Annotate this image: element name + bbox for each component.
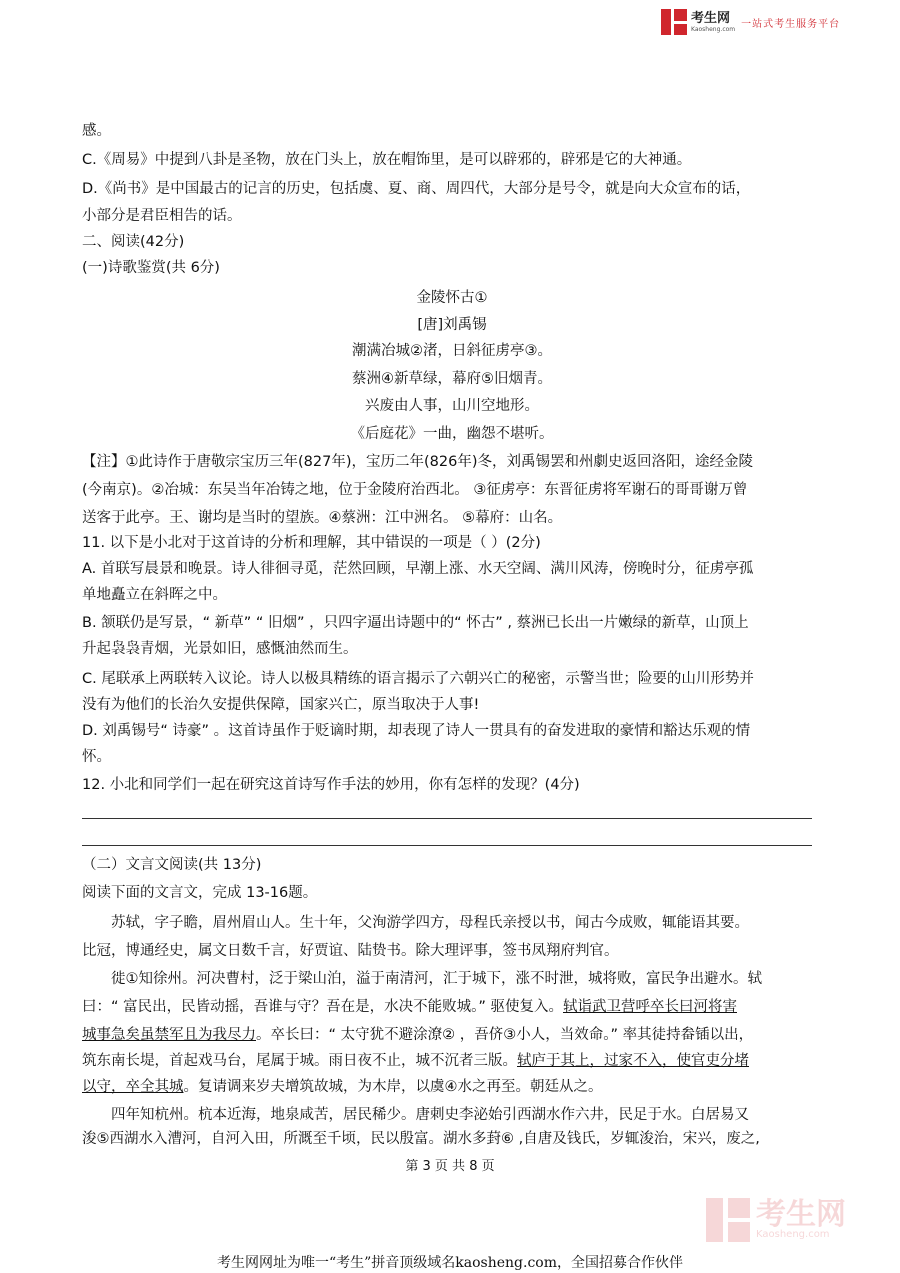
passage-text: 。复请调来岁夫增筑故城，为木岸，以虞④水之再至。朝廷从之。 — [183, 1079, 603, 1095]
section-heading-reading: 二、阅读(42分) — [82, 234, 185, 250]
q11-option-a-cont: 单地矗立在斜晖之中。 — [82, 587, 227, 603]
passage-line: 比冠，博通经史，属文日数千言，好贾谊、陆贽书。除大理评事，签书凤翔府判官。 — [82, 943, 619, 959]
passage-text: 筑东南长堤，首起戏马台，尾属于城。雨日夜不止，城不沉者三版。 — [82, 1053, 517, 1069]
poem-line: 潮满冶城②渚，日斜征虏亭③。 — [352, 343, 552, 359]
passage-line — [82, 1076, 603, 1098]
q11-option-d: D. 刘禹锡号“ 诗豪” 。这首诗虽作于贬谪时期，却表现了诗人一贯具有的奋发进取的豪情和豁达乐观的情 — [82, 723, 751, 739]
logo-slogan: 一站式考生服务平台 — [741, 18, 841, 30]
poem-line: 兴废由人事，山川空地形。 — [365, 398, 539, 414]
passage-line — [82, 1024, 753, 1046]
q11-option-c-cont: 没有为他们的长治久安提供保障，国家兴亡，原当取决于人事! — [82, 697, 480, 713]
underlined-sentence: 轼诣武卫营呼卒长曰河将害 — [563, 999, 737, 1015]
question-12: 12. 小北和同学们一起在研究这首诗写作手法的妙用，你有怎样的发现？(4分) — [82, 777, 580, 793]
passage-line — [82, 1050, 749, 1072]
underlined-sentence: 以守，卒全其城 — [82, 1079, 184, 1095]
option-d-prev: D.《尚书》是中国最古的记言的历史，包括虞、夏、商、周四代，大部分是号令，就是向大众宣布的话， — [82, 181, 751, 197]
question-11: 11. 以下是小北对于这首诗的分析和理解，其中错误的一项是（ ）(2分) — [82, 535, 541, 551]
page-number: 第 3 页 共 8 页 — [405, 1159, 495, 1174]
passage-paragraph: 徙①知徐州。河决曹村，泛于梁山泊，溢于南清河，汇于城下，涨不时泄，城将败，富民争出避水。轼 — [111, 971, 762, 987]
passage-line: 浚⑤西湖水入漕河，自河入田，所溉至千顷，民以殷富。湖水多葑⑥ ,自唐及钱氏，岁辄浚治，宋兴，废之, — [82, 1131, 760, 1147]
poem-line: 蔡洲④新草绿，幕府⑤旧烟青。 — [352, 371, 552, 387]
answer-line — [82, 818, 812, 819]
passage-line — [82, 996, 737, 1018]
kaosheng-watermark — [706, 1198, 846, 1242]
logo-domain: Kaosheng.com — [691, 25, 736, 33]
kaosheng-logo — [661, 8, 840, 36]
passage-text: 曰：“ 富民出，民皆动摇，吾谁与守？吾在是，水决不能败城。” 驱使复入。 — [82, 999, 563, 1015]
text-line: 感。 — [82, 123, 111, 139]
subsection-heading-classical: （二）文言文阅读(共 13分) — [82, 857, 262, 873]
q11-option-c: C. 尾联承上两联转入议论。诗人以极具精练的语言揭示了六朝兴亡的秘密，示警当世；险要的山川形势并 — [82, 671, 754, 687]
passage-paragraph: 四年知杭州。杭本近海，地泉咸苦，居民稀少。唐刺史李泌始引西湖水作六井，民足于水。白居易又 — [111, 1107, 749, 1123]
footer-text: 考生网网址为唯一“考生”拼音顶级域名kaosheng.com，全国招募合作伙伴 — [216, 1255, 684, 1271]
watermark-name: 考生网 — [756, 1197, 846, 1232]
logo-name: 考生网 — [691, 10, 731, 26]
poem-note: 送客于此亭。王、谢均是当时的望族。④蔡洲：江中洲名。 ⑤幕府：山名。 — [82, 510, 563, 526]
underlined-sentence: 城事急矣虽禁军且为我尽力 — [82, 1027, 256, 1043]
watermark-logo-icon — [706, 1198, 750, 1242]
kaosheng-logo-icon — [661, 9, 687, 35]
q11-option-b: B. 颔联仍是写景，“ 新草” “ 旧烟” ，只四字逼出诗题中的“ 怀古” , 蔡洲已长出一片嫩绿的新草，山顶上 — [82, 615, 749, 631]
poem-author: [唐]刘禹锡 — [417, 317, 487, 333]
poem-note: (今南京)。②冶城：东吴当年冶铸之地，位于金陵府治西北。 ③征虏亭：东晋征虏将军谢石的哥哥谢万曾 — [82, 482, 748, 498]
answer-line — [82, 845, 812, 846]
classical-instruction: 阅读下面的文言文，完成 13-16题。 — [82, 885, 318, 901]
text-line: 小部分是君臣相告的话。 — [82, 208, 242, 224]
watermark-domain: Kaosheng.com — [756, 1229, 830, 1240]
option-c-prev: C.《周易》中提到八卦是圣物，放在门头上，放在帽饰里，是可以辟邪的，辟邪是它的大神通。 — [82, 152, 692, 168]
poem-note: 【注】①此诗作于唐敬宗宝历三年(827年)，宝历二年(826年)冬，刘禹锡罢和州劇史返回洛阳，途经金陵 — [82, 454, 753, 470]
q11-option-a: A. 首联写晨景和晚景。诗人徘徊寻觅，茫然回顾，早潮上涨、水天空阔、满川风涛，傍晚时分，征虏亭孤 — [82, 561, 754, 577]
q11-option-d-cont: 怀。 — [82, 749, 111, 765]
poem-line: 《后庭花》一曲，幽怨不堪听。 — [350, 426, 554, 442]
subsection-heading-poetry: (一)诗歌鉴赏(共 6分) — [82, 260, 220, 276]
poem-title: 金陵怀古① — [416, 290, 488, 306]
passage-text: 。卒长曰：“ 太守犹不避涂潦② ，吾侪③小人，当效命。” 率其徒持畚锸以出， — [256, 1027, 754, 1043]
underlined-sentence: 轼庐于其上，过家不入，使官吏分堵 — [517, 1053, 749, 1069]
q11-option-b-cont: 升起袅袅青烟，光景如旧，感慨油然而生。 — [82, 641, 358, 657]
passage-paragraph: 苏轼，字子瞻，眉州眉山人。生十年，父洵游学四方，母程氏亲授以书，闻古今成败，辄能语其要。 — [111, 915, 749, 931]
